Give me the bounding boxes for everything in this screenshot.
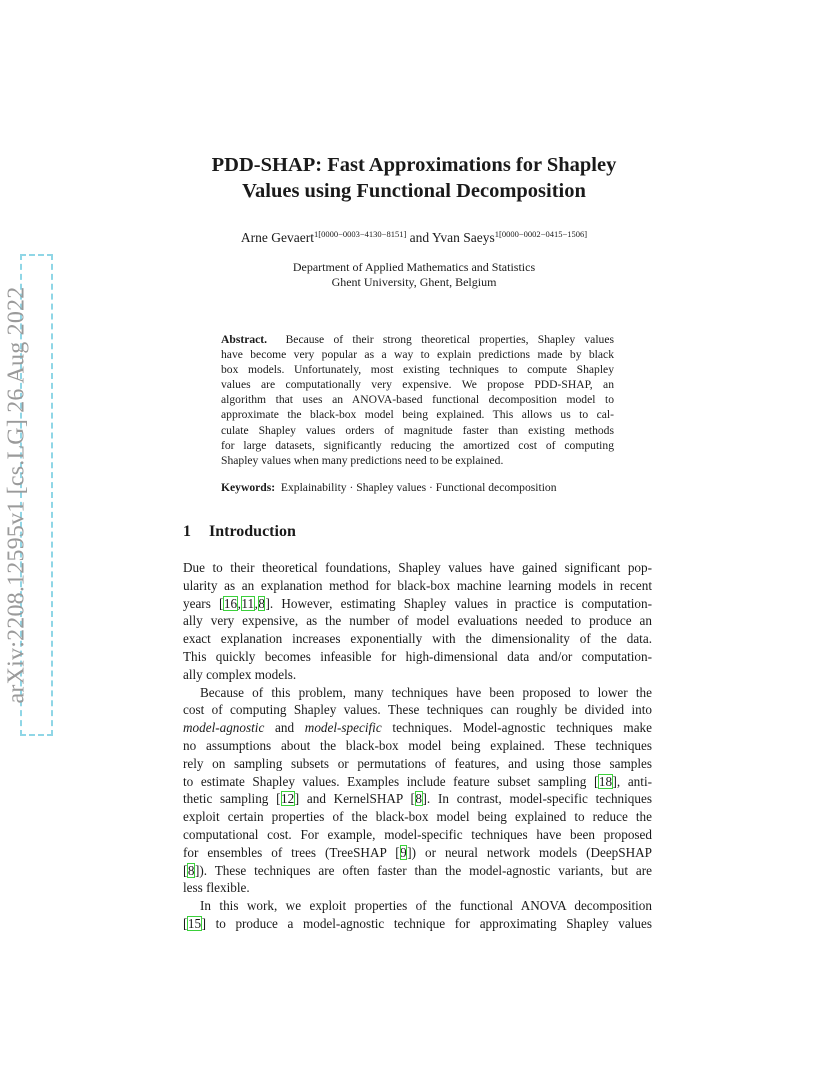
body-line: ularity as an explanation method for black-box machine learning models in recent: [183, 577, 652, 593]
body-line: [183, 773, 652, 791]
text-run: ] to produce a model-agnostic technique for approximating Shapley values: [201, 915, 652, 931]
text-run: ] and KernelSHAP [: [294, 791, 415, 807]
citation-link[interactable]: 9: [400, 844, 407, 860]
body-line: [183, 719, 652, 737]
abstract-line: [221, 332, 614, 347]
body-line: [183, 844, 652, 862]
text-run: for ensembles of trees (TreeSHAP [: [183, 844, 400, 860]
body-line: ally complex models.: [183, 666, 297, 682]
title-line-2: Values using Functional Decomposition: [242, 180, 586, 202]
author-name: Yvan Saeys: [432, 230, 495, 245]
body-line: less flexible.: [183, 880, 250, 896]
section-title: Introduction: [209, 523, 296, 540]
text-run: ]. In contrast, model-specific techniques: [422, 791, 652, 807]
body-line: rely on sampling subsets or permutations of features, and using those samples: [183, 755, 652, 771]
abstract: [221, 332, 614, 468]
section-number: 1: [183, 523, 191, 540]
body-line: exploit certain properties of the black-box model being explained to reduce the: [183, 809, 652, 825]
keywords: [221, 481, 621, 494]
abstract-line: Shapley values when many predictions need to be explained.: [221, 453, 504, 467]
author-conjunction: and: [406, 230, 433, 245]
emphasis: model-specific: [304, 720, 382, 736]
citation-link[interactable]: 8: [415, 791, 423, 807]
arxiv-identifier[interactable]: arXiv:2208.12595v1 [cs.LG] 26 Aug 2022: [3, 286, 30, 704]
citation-link[interactable]: 18: [598, 773, 613, 789]
citation-link[interactable]: 12: [281, 791, 295, 807]
text-run: ]). These techniques are often faster than the model-agnostic variants, but are: [195, 862, 652, 878]
citation-link[interactable]: 15: [187, 915, 202, 931]
text-run: ]. However, estimating Shapley values in practice is computation-: [265, 595, 652, 611]
body-line: ally very expensive, as the number of model evaluations needed to produce an: [183, 613, 652, 629]
text-run: ]) or neural network models (DeepSHAP: [407, 844, 652, 860]
body-line: Due to their theoretical foundations, Shapley values have gained significant pop-: [183, 560, 652, 575]
abstract-line: have become very popular as a way to explain predictions made by black: [221, 348, 614, 362]
text-run: and: [264, 720, 305, 736]
abstract-text: Because of their strong theoretical properties, Shapley values: [285, 333, 615, 346]
affiliation-line: Ghent University, Ghent, Belgium: [331, 274, 497, 289]
body-text: [183, 559, 652, 933]
text-run: thetic sampling [: [183, 791, 281, 807]
body-line: This quickly becomes infeasible for high-dimensional data and/or computation-: [183, 648, 652, 664]
author-list: [0, 229, 828, 246]
abstract-line: for large datasets, significantly reducing the amortized cost of computing: [221, 438, 614, 452]
body-line: years [16,11,8]. However, estimating Shapley values in practice is computation-: [183, 595, 652, 611]
body-line: [183, 790, 652, 808]
author-orcid[interactable]: 1[0000−0003−4130−8151]: [313, 229, 407, 239]
emphasis: model-agnostic: [183, 720, 265, 736]
body-line: Because of this problem, many techniques have been proposed to lower the: [200, 684, 652, 700]
citation-link[interactable]: 8: [187, 862, 195, 878]
body-line: In this work, we exploit properties of the functional ANOVA decomposition: [200, 898, 652, 914]
citation-link[interactable]: 8: [258, 595, 265, 611]
affiliation-line: Department of Applied Mathematics and Statistics: [292, 260, 536, 274]
abstract-label: Abstract.: [221, 333, 268, 346]
text-run: [: [183, 862, 188, 878]
text-run: years [: [183, 595, 224, 611]
keywords-text: Explainability · Shapley values · Functional decomposition: [280, 481, 557, 494]
body-line: no assumptions about the black-box model being explained. These techniques: [183, 737, 652, 753]
abstract-line: box models. Unfortunately, most existing techniques to compute Shapley: [221, 363, 614, 377]
citation-link[interactable]: 11: [241, 595, 255, 611]
body-line: computational cost. For example, model-specific techniques have been proposed: [183, 826, 652, 842]
abstract-line: approximate the black-box model being explained. This allows us to cal-: [221, 408, 614, 422]
author-orcid[interactable]: 1[0000−0002−0415−1506]: [494, 229, 588, 239]
paper-title: [0, 152, 828, 204]
abstract-line: algorithm that uses an ANOVA-based functional decomposition model to: [221, 393, 614, 407]
body-line: cost of computing Shapley values. These techniques can roughly be divided into: [183, 702, 652, 718]
keywords-label: Keywords:: [221, 481, 276, 494]
citation-link[interactable]: 16: [223, 595, 238, 611]
title-line-1: PDD-SHAP: Fast Approximations for Shapley: [211, 154, 617, 176]
body-line: [183, 862, 652, 880]
affiliation: [0, 260, 828, 289]
text-run: ], anti-: [612, 773, 653, 789]
body-line: [183, 915, 652, 933]
text-run: to estimate Shapley values. Examples include feature subset sampling [: [183, 773, 599, 789]
author-name: Arne Gevaert: [240, 230, 314, 245]
section-heading: [183, 523, 296, 541]
abstract-line: values are computationally very expensive. We propose PDD-SHAP, an: [221, 378, 614, 392]
abstract-line: culate Shapley values orders of magnitude faster than existing methods: [221, 423, 614, 437]
body-line: exact explanation increases exponentially with the dimensionality of the data.: [183, 631, 652, 647]
text-run: techniques. Model-agnostic techniques make: [381, 720, 652, 736]
text-run: [: [183, 915, 188, 931]
